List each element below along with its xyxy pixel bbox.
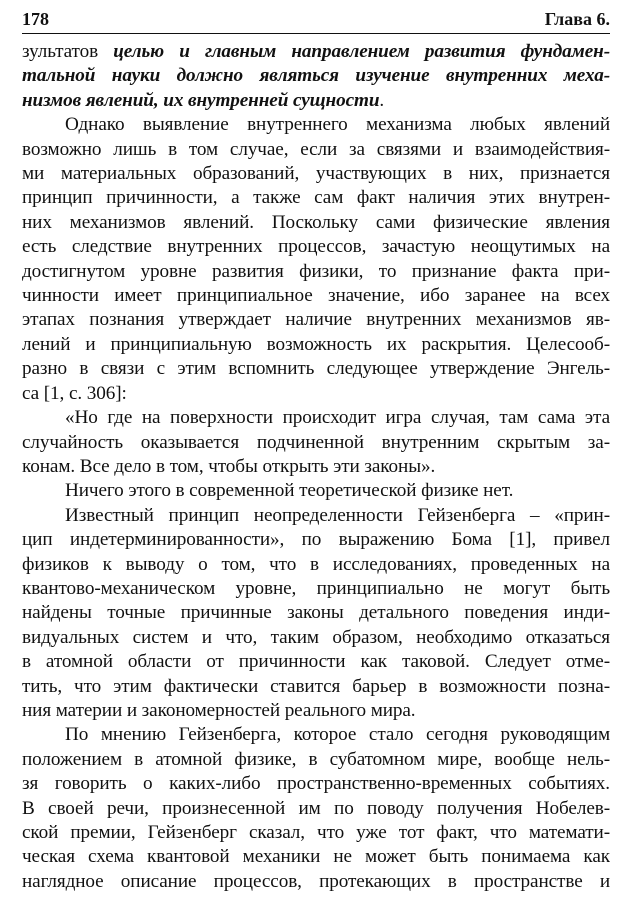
text-line: достигнутом уровне развития физики, то признание факта при- bbox=[22, 260, 610, 282]
text-line: найдены точные причинные законы детального поведения инди- bbox=[22, 602, 610, 624]
text-line: физиков к выводу о том, что в исследованиях, проведенных на bbox=[22, 553, 610, 575]
text-line: По мнению Гейзенберга, которое стало сегодня руководящим bbox=[65, 724, 610, 746]
running-header bbox=[22, 6, 610, 34]
book-page bbox=[22, 6, 610, 894]
text-line: есть следствие внутренних процессов, зачастую неощутимых на bbox=[22, 236, 610, 258]
text-line: тальной науки должно являться изучение внутренних меха- bbox=[22, 65, 610, 87]
text-line bbox=[22, 40, 610, 64]
text-line: в атомной области от причинности как таковой. Следует отме- bbox=[22, 651, 610, 673]
text-line: возможно лишь в том случае, если за связями и взаимодействия- bbox=[22, 138, 610, 160]
text-line: Известный принцип неопределенности Гейзенберга – «прин- bbox=[65, 504, 610, 526]
text-line: чинности имеет принципиальное значение, ибо заранее на всех bbox=[22, 285, 610, 307]
text-line: этапах познания утверждает наличие внутренних механизмов яв- bbox=[22, 309, 610, 331]
text-line: них механизмов явлений. Поскольку сами физические явления bbox=[22, 211, 610, 233]
text-line: наглядное описание процессов, протекающих в пространстве и bbox=[22, 870, 610, 892]
text-line: квантово-механическом уровне, принципиально не могут быть bbox=[22, 577, 610, 599]
text-line: случайность оказывается подчиненной внутренним скрытым за- bbox=[22, 431, 610, 453]
emphasis-text: целью и главным направлением развития фундамен- bbox=[113, 41, 610, 62]
text-line: цип индетерминированности», по выражению Бома [1], привел bbox=[22, 529, 610, 551]
chapter-title: Глава 6. bbox=[544, 9, 610, 29]
emphasis-text: низмов явлений, их внутренней сущности bbox=[22, 89, 380, 111]
text-line: «Но где на поверхности происходит игра случая, там сама эта bbox=[65, 407, 610, 429]
text-line: Ничего этого в современной теоретической физике нет. bbox=[65, 480, 514, 502]
text-line: видуальных систем и что, таким образом, необходимо отказаться bbox=[22, 626, 610, 648]
page-number: 178 bbox=[22, 9, 49, 29]
text-line: ской премии, Гейзенберг сказал, что уже тот факт, что математи- bbox=[22, 822, 610, 843]
body-text bbox=[22, 40, 610, 894]
text-line bbox=[22, 89, 610, 113]
text-line: конам. Все дело в том, чтобы открыть эти законы». bbox=[22, 455, 436, 477]
text-span: . bbox=[379, 89, 385, 111]
text-line: Однако выявление внутреннего механизма любых явлений bbox=[65, 114, 610, 136]
text-line: ми материальных образований, участвующих в них, признается bbox=[22, 163, 610, 185]
text-line: ния материи и закономерностей реального мира. bbox=[22, 699, 416, 721]
text-line: са [1, с. 306]: bbox=[22, 382, 127, 404]
text-line: лений и принципиальную возможность их раскрытия. Целесооб- bbox=[22, 333, 610, 355]
text-line: тить, что этим фактически ставится барьер в возможности позна- bbox=[22, 675, 610, 697]
text-line: положением в атомной физике, в субатомном мире, вообще нель- bbox=[22, 748, 610, 770]
text-line: принцип причинности, а также сам факт наличия этих внутрен- bbox=[22, 187, 610, 209]
text-line: зя говорить о каких-либо пространственно-временных событиях. bbox=[22, 773, 610, 795]
text-span: зультатов bbox=[22, 41, 114, 62]
text-line: ческая схема квантовой механики не может быть понимаема как bbox=[22, 846, 610, 868]
text-line: разно в связи с этим вспомнить следующее утверждение Энгель- bbox=[22, 358, 610, 380]
text-line: В своей речи, произнесенной им по поводу получения Нобелев- bbox=[22, 797, 610, 819]
